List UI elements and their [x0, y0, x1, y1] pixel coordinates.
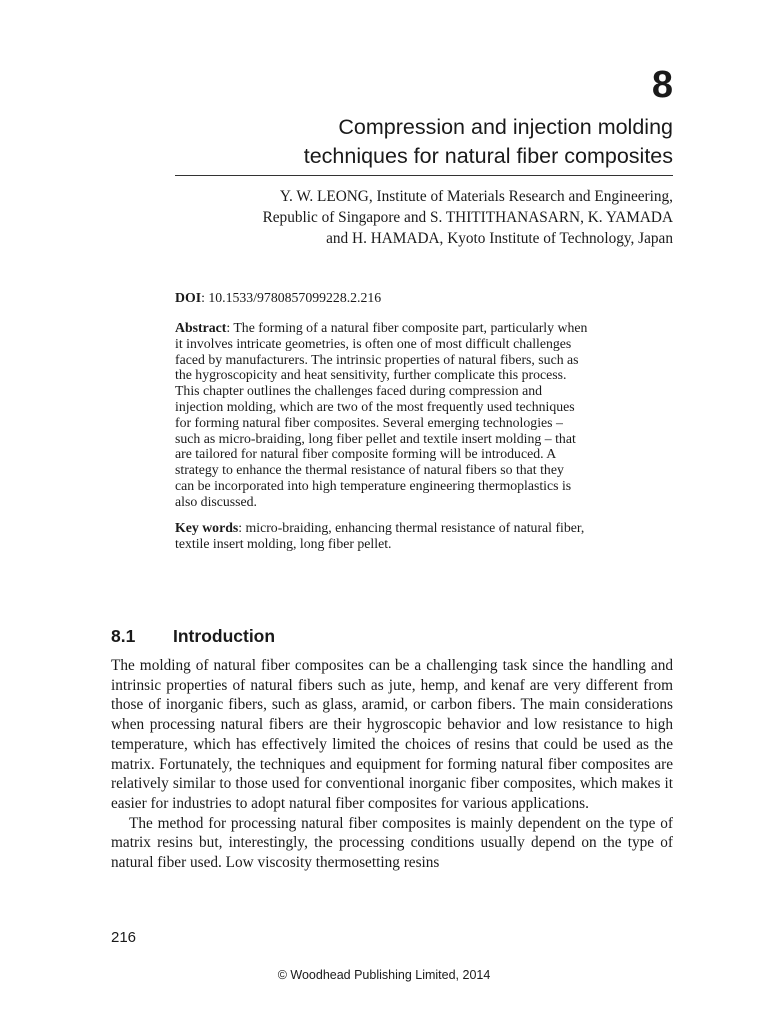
keywords-line: : micro-braiding, enhancing thermal resistance of natural fiber, — [238, 520, 585, 535]
author-line-1: Y. W. LEONG, Institute of Materials Research and Engineering, — [279, 188, 673, 205]
author-affiliations — [143, 186, 673, 249]
abstract-label: Abstract — [175, 320, 227, 335]
chapter-title — [153, 113, 673, 171]
body-paragraph: The molding of natural fiber composites can be a challenging task since the handling and intrinsic properties of natural fibers such as jute, hemp, and kenaf are very different from those of inorganic fibers, such as glass, aramid, or carbon fibers. The main considerations when processing natural fibers are their hygroscopic behavior and low resistance to high temperature, which has effectively limited the choices of resins that could be used as the matrix. Fortunately, the techniques and equipment for forming natural fiber composites are relatively similar to those used for conventional inorganic fiber composites, which makes it easier for industries to adopt natural fiber composites for various applications. — [111, 657, 673, 812]
author-line-3: and H. HAMADA, Kyoto Institute of Technology, Japan — [326, 230, 673, 247]
section-number: 8.1 — [111, 626, 136, 646]
abstract-line: injection molding, which are two of the most frequently used techniques — [175, 398, 575, 414]
abstract-line: such as micro-braiding, long fiber pellet and textile insert molding – that — [175, 430, 576, 446]
keywords-line: textile insert molding, long fiber pellet. — [175, 535, 392, 551]
chapter-number: 8 — [651, 64, 673, 106]
abstract — [175, 320, 673, 510]
abstract-line: it involves intricate geometries, is often one of most difficult challenges — [175, 335, 572, 351]
chapter-title-line-2: techniques for natural fiber composites — [303, 144, 673, 168]
section-title: Introduction — [173, 626, 276, 646]
body-paragraph: The method for processing natural fiber composites is mainly dependent on the type of matrix resins but, interestingly, the processing conditions usually depend on the type of natural fiber used. Low viscosity thermosetting resins — [111, 814, 673, 872]
author-line-2: Republic of Singapore and S. THITITHANASARN, K. YAMADA — [262, 209, 673, 226]
doi-label: DOI — [175, 290, 202, 305]
page-number: 216 — [111, 929, 137, 946]
abstract-line: for forming natural fiber composites. Several emerging technologies – — [175, 414, 563, 430]
abstract-line: strategy to enhance the thermal resistance of natural fibers so that they — [175, 462, 564, 478]
keywords — [175, 520, 673, 552]
body-text — [111, 656, 673, 873]
section-heading — [111, 625, 275, 647]
abstract-line: also discussed. — [175, 493, 258, 509]
doi — [175, 290, 673, 306]
abstract-line: can be incorporated into high temperature engineering thermoplastics is — [175, 477, 572, 493]
abstract-line: the hygroscopicity and heat sensitivity, further complicate this process. — [175, 367, 567, 383]
abstract-line: : The forming of a natural fiber composite part, particularly when — [226, 320, 588, 335]
title-divider — [175, 175, 673, 176]
abstract-line: faced by manufacturers. The intrinsic properties of natural fibers, such as — [175, 351, 579, 367]
copyright-notice: © Woodhead Publishing Limited, 2014 — [277, 968, 491, 982]
chapter-title-line-1: Compression and injection molding — [338, 115, 673, 139]
keywords-label: Key words — [175, 520, 239, 535]
abstract-line: This chapter outlines the challenges faced during compression and — [175, 383, 543, 399]
abstract-line: are tailored for natural fiber composite forming will be introduced. A — [175, 446, 557, 462]
doi-value: : 10.1533/9780857099228.2.216 — [201, 290, 382, 305]
